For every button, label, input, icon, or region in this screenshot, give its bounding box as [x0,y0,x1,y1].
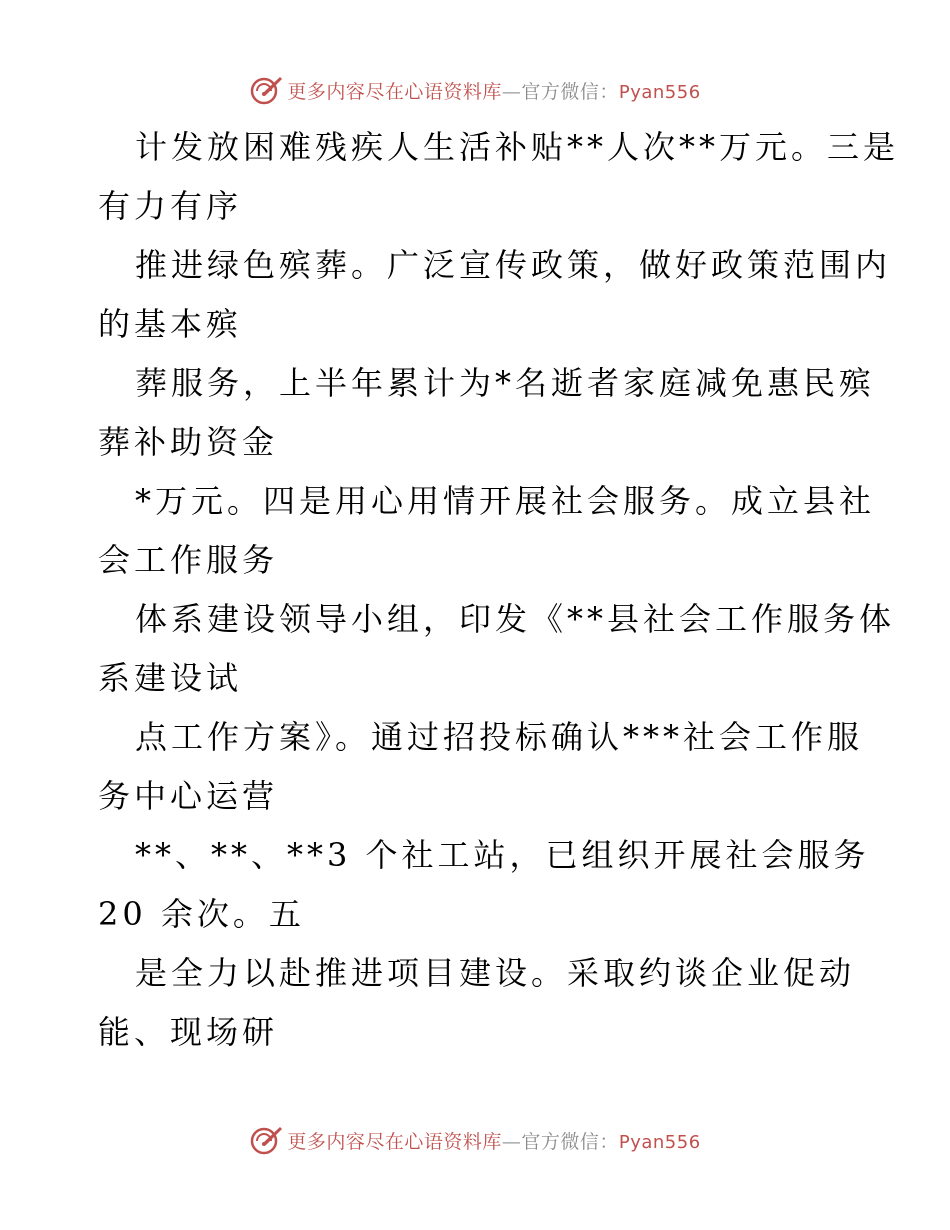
body-line: 20 余次。五 [98,895,305,933]
header-wechat-id: Pyan556 [618,81,701,103]
body-line: 有力有序 [98,187,243,225]
body-line: 点工作方案》。通过招投标确认***社会工作服 [135,718,864,756]
body-line: 推进绿色殡葬。广泛宣传政策，做好政策范围内 [135,246,892,284]
body-line: 体系建设领导小组，印发《**县社会工作服务体 [135,600,896,638]
header-wechat-label: 官方微信： [521,80,619,103]
footer-wechat-label: 官方微信： [521,1130,619,1153]
footer-brand-text: 更多内容尽在心语资料库 [287,1130,502,1153]
footer-wechat-id: Pyan556 [618,1131,701,1153]
body-line: 的基本殡 [98,305,243,343]
header-separator: — [501,80,522,103]
pen-nib-logo-icon [249,73,283,107]
body-line: 葬补助资金 [98,423,279,461]
footer-banner [0,1120,950,1160]
footer-separator: — [501,1130,522,1153]
pen-nib-logo-icon [249,1123,283,1157]
body-line: 计发放困难残疾人生活补贴**人次**万元。三是 [135,128,900,166]
document-body [98,118,900,1062]
body-line: 系建设试 [98,659,243,697]
body-line: 是全力以赴推进项目建设。采取约谈企业促动 [135,954,856,992]
body-line: 能、现场研 [98,1013,279,1051]
header-banner [0,70,950,110]
header-brand-text: 更多内容尽在心语资料库 [287,80,502,103]
body-line: **、**、**3 个社工站，已组织开展社会服务 [135,836,870,874]
body-line: 务中心运营 [98,777,279,815]
body-line: 会工作服务 [98,541,279,579]
body-line: 葬服务，上半年累计为*名逝者家庭减免惠民殡 [135,364,876,402]
body-line: *万元。四是用心用情开展社会服务。成立县社 [135,482,876,520]
